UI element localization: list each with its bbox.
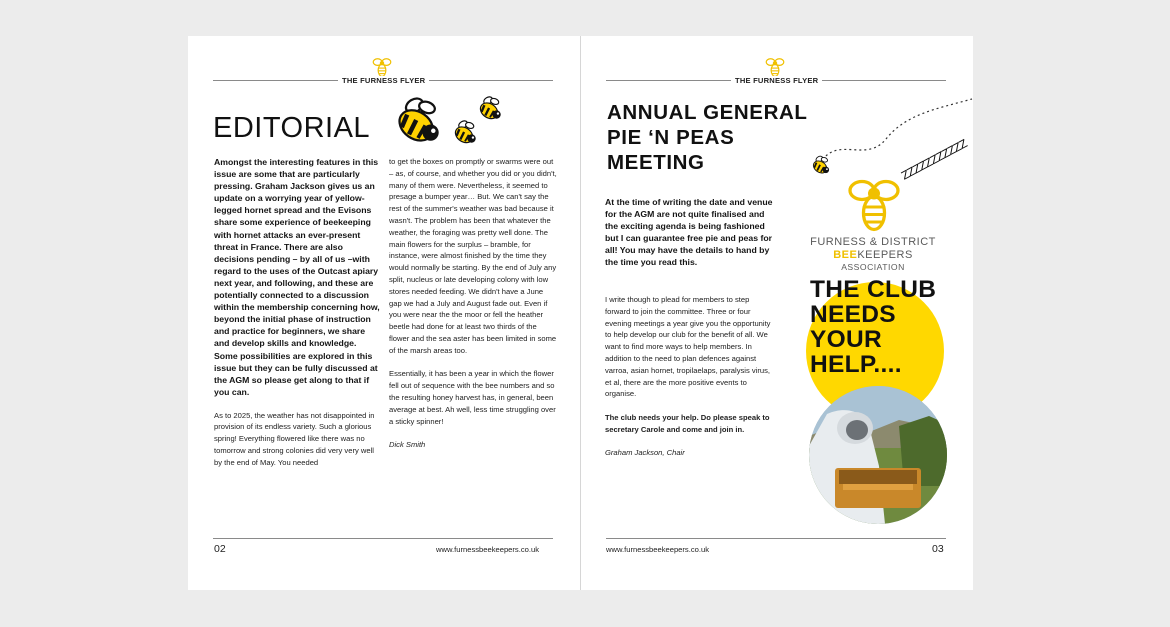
agm-signature: Graham Jackson, Chair [605, 448, 685, 458]
agm-title [607, 100, 808, 175]
agm-title-line: PIE ‘N PEAS [607, 126, 735, 149]
bee-icon [764, 56, 786, 78]
weather-paragraph: As to 2025, the weather has not disappointed in provision of its endless variety. Such a glorious spring! Everything flowered like there was no tomorrow and strong colonies did very very well by the end of May. You needed [214, 410, 375, 467]
club-help-line: THE CLUB [810, 276, 937, 303]
flight-trail [806, 94, 973, 184]
right-page [581, 36, 973, 590]
page-number: 02 [214, 543, 226, 555]
left-page [188, 36, 580, 590]
page-number: 03 [932, 543, 944, 555]
agm-body-paragraph: I write though to plead for members to step forward to join the committee. Three or four evening meetings a year give you the opportunity to help develop our club for the benefit of all. We want to find more ways to help members. In addition to the need to plan defences against varroa, asian hornet, tropilaelaps, paralysis virus, et al, there are the more positive events to organise. [605, 295, 771, 399]
snore-text: ZZZZZZZZZZZ [899, 137, 969, 183]
association-name [803, 236, 943, 274]
association-line1: FURNESS & DISTRICT [810, 236, 936, 248]
association-bee-logo [843, 174, 905, 234]
summer-paragraph: to get the boxes on promptly or swarms were out – as, of course, and whether you did or you didn't, many of them were. Nevertheless, it seemed to presage a bumper year… But. We can't say the rest of the summer's weather was bad because it wasn't. The problem has been that whatever the weather, the foraging was pretty well done. The main flowers for the surplus – bramble, for instance, were almost finished by the time they would normally be starting. By the end of July any split, nucleus or late developing colony with low stores needed feeding. We didn't have a June gap we had a July and August fade out. Even if you were near the the moor or fell the heather beetle had done for at least two thirds of the flower and the sea aster has been limited in some of the marsh areas too. [389, 157, 557, 355]
club-help-line: YOUR [810, 326, 882, 353]
association-keepers-word: KEEPERS [857, 248, 913, 261]
cartoon-bee-icon [451, 118, 479, 146]
club-help-line: NEEDS [810, 301, 896, 328]
footer-rule [606, 538, 946, 539]
editorial-column-2 [389, 156, 557, 463]
association-bee-word: BEE [833, 248, 858, 261]
editorial-intro: Amongst the interesting features in this issue are some that are particularly pressing. Graham Jackson gives us an update on a worrying year of yellow-legged hornet spread and the Evisons share some experience of beekeeping with hornet attacks an ever-present threat in France. There are also decisions pending – by all of us –with regard to the uses of the Outcast apiary next year, and following, and these are potentially connected to a discussion within the membership concerning how, beyond the initial phase of instruction and practice for beginners, we share and develop skills and knowledge. Some possibilities are explored in this issue but they can be fully discussed at the AGM so please get along to that if you can. [214, 157, 380, 397]
agm-intro: At the time of writing the date and venue for the AGM are not quite finalised and the exciting agenda is being fashioned but I can guarantee free pie and peas for all! You may have the details to hand by the time you read this. [605, 197, 773, 268]
footer-url[interactable]: www.furnessbeekeepers.co.uk [436, 545, 539, 554]
beekeeper-photo [809, 386, 947, 524]
header-title: THE FURNESS FLYER [731, 76, 822, 85]
small-bee-icon [811, 155, 829, 175]
club-help-heading [810, 277, 936, 377]
footer-rule [213, 538, 553, 539]
editorial-title: EDITORIAL [213, 112, 371, 144]
agm-body [605, 294, 775, 471]
header-title: THE FURNESS FLYER [338, 76, 429, 85]
essentially-paragraph: Essentially, it has been a year in which the flower fell out of sequence with the bee numbers and so the resulting honey harvest has, in general, been average at best. Ah well, less time struggling over a sticky spinner! [389, 369, 556, 426]
editorial-signature: Dick Smith [389, 440, 426, 450]
footer-url[interactable]: www.furnessbeekeepers.co.uk [606, 545, 709, 554]
cartoon-bee-icon [391, 93, 445, 147]
bee-icon [371, 56, 393, 78]
agm-bold-note: The club needs your help. Do please speak to secretary Carole and come and join in. [605, 412, 770, 434]
association-line2 [803, 249, 943, 262]
cartoon-bee-icon [476, 94, 504, 122]
editorial-column-1 [214, 156, 380, 480]
agm-title-line: MEETING [607, 151, 705, 174]
association-line3: ASSOCIATION [841, 262, 905, 272]
club-help-line: HELP.... [810, 351, 902, 378]
agm-title-line: ANNUAL GENERAL [607, 101, 808, 124]
